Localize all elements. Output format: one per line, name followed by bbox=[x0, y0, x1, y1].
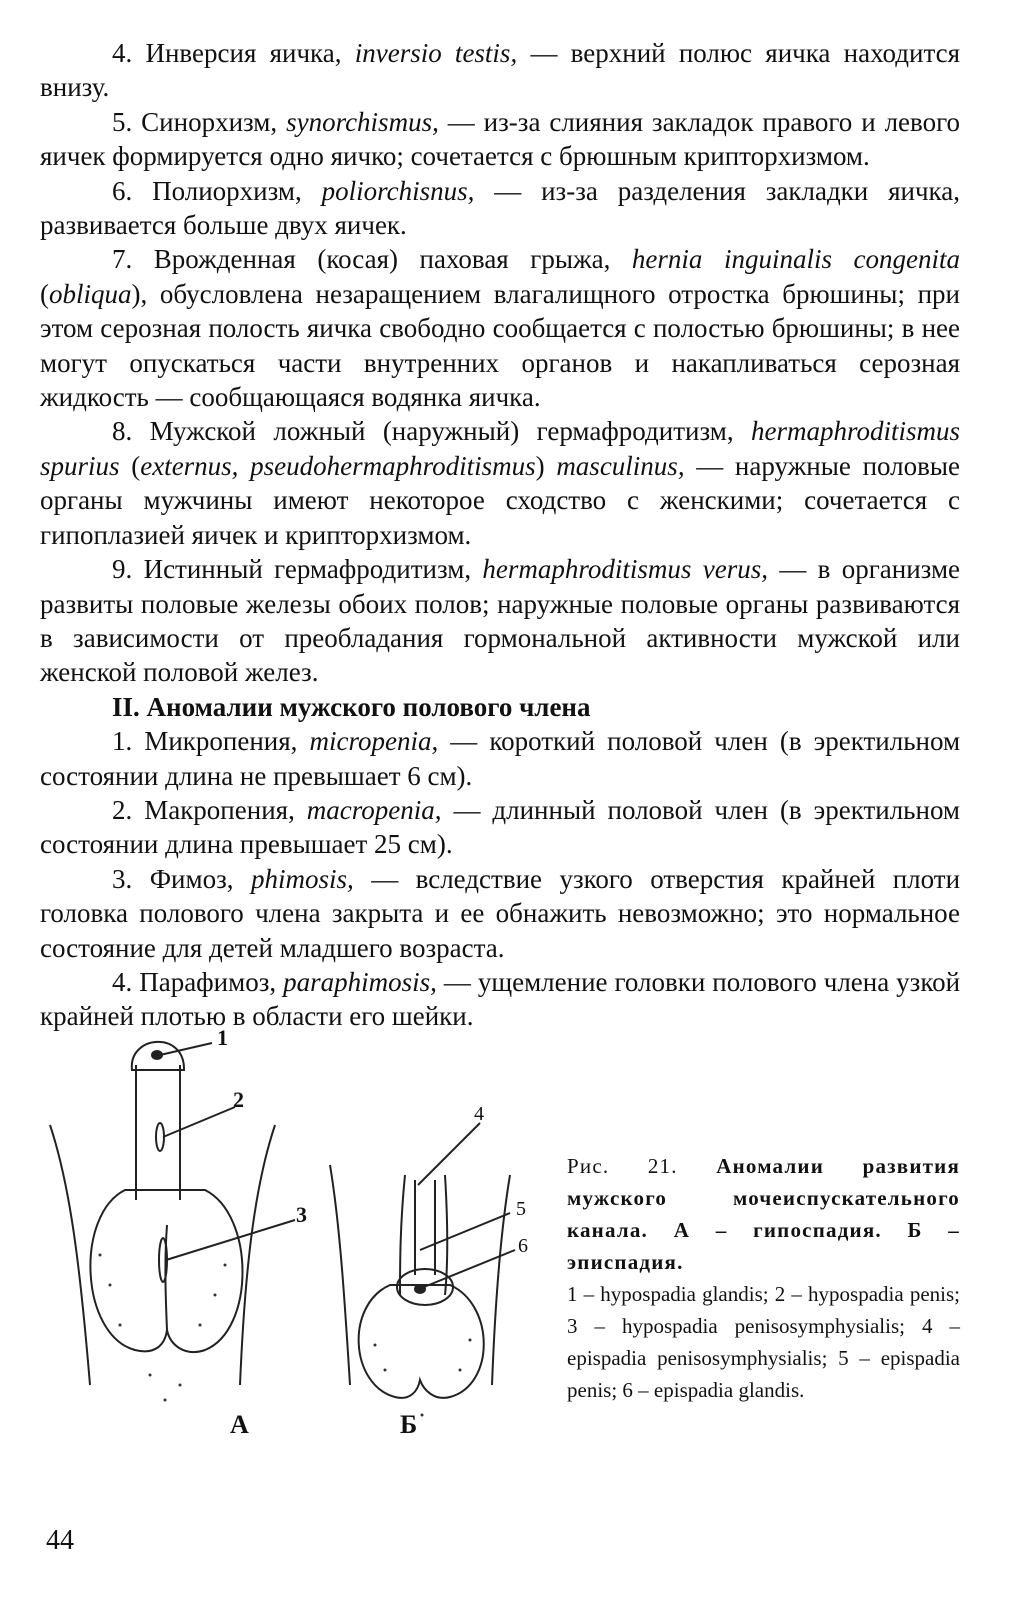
definition: — вследствие узкого отверстия крайней плоти головка полового члена закрыта и ее обнажить невозможно; это нормальное состояние для детей младшего возраста. bbox=[40, 863, 961, 963]
latin-term: synorchismus, bbox=[286, 106, 439, 137]
leader-line-2 bbox=[163, 1107, 235, 1137]
latin-term: paraphimosis, bbox=[283, 966, 437, 997]
page-number: 44 bbox=[46, 1525, 74, 1556]
latin-term-parenthetical: externus, pseudohermaphroditismus bbox=[140, 450, 536, 481]
leader-line-3 bbox=[166, 1220, 295, 1260]
latin-term: micropenia, bbox=[309, 726, 439, 757]
paragraph-macropenia bbox=[40, 793, 960, 862]
figure-label-b: Б bbox=[400, 1410, 418, 1439]
figure-drawing bbox=[40, 1025, 540, 1455]
term: Инверсия яичка, bbox=[145, 38, 342, 68]
right-thigh-outline bbox=[240, 1125, 275, 1385]
item-number: 5. bbox=[112, 106, 133, 137]
item-number: 2. bbox=[112, 794, 133, 825]
term: Врожденная (косая) паховая грыжа, bbox=[153, 244, 611, 275]
marker-4: 4 bbox=[474, 1103, 484, 1125]
leader-line-5 bbox=[420, 1213, 510, 1250]
paragraph-poliorchismus bbox=[40, 174, 960, 243]
latin-term-continued: masculinus, bbox=[556, 450, 685, 481]
term: Истинный гермафродитизм, bbox=[143, 554, 472, 585]
marker-3: 3 bbox=[296, 1202, 307, 1227]
item-number: 4. bbox=[112, 38, 133, 68]
paragraph-phimosis bbox=[40, 862, 960, 965]
marker-6: 6 bbox=[518, 1235, 528, 1257]
marker-5: 5 bbox=[516, 1198, 526, 1220]
leader-line-1 bbox=[160, 1043, 212, 1055]
term: Парафимоз, bbox=[139, 966, 277, 997]
definition: — короткий половой член (в эректильном состоянии длина не превышает 6 см). bbox=[40, 726, 961, 791]
left-thigh-outline-b bbox=[330, 1165, 350, 1385]
left-thigh-outline bbox=[50, 1125, 90, 1385]
item-number: 8. bbox=[112, 416, 133, 447]
term: Макропения, bbox=[144, 794, 295, 825]
caption-title-text: Аномалии развития мужского мочеиспускательного канала. А – гипоспадия. Б – эписпадия. bbox=[567, 1154, 960, 1274]
stippling-b bbox=[374, 1339, 472, 1417]
latin-term: phimosis, bbox=[250, 863, 354, 894]
definition: — из-за слияния закладок правого и левого яичек формируется одно яичко; сочетается с брюшным крипторхизмом. bbox=[40, 106, 961, 172]
paragraph-hermaphroditismus-verus bbox=[40, 552, 960, 690]
item-number: 1. bbox=[112, 726, 133, 757]
anatomical-figure bbox=[40, 1025, 540, 1455]
paragraph-inversio-testis bbox=[40, 36, 960, 105]
item-number: 6. bbox=[112, 175, 133, 206]
paragraph-paraphimosis bbox=[40, 965, 960, 1034]
term: Синорхизм, bbox=[141, 106, 278, 137]
item-number: 4. bbox=[112, 966, 133, 997]
page-text bbox=[40, 36, 960, 1034]
meatus-penis bbox=[156, 1123, 164, 1151]
definition: — верхний полюс яичка находится внизу. bbox=[40, 38, 960, 103]
leader-line-6 bbox=[424, 1250, 515, 1287]
definition: — из-за разделения закладки яичка, развивается больше двух яичек. bbox=[40, 175, 960, 241]
paragraph-hermaphroditismus-spurius: 8. Мужской ложный (наружный) гермафродитизм, hermaphroditismus spurius (externus, pseudohermaphroditismus) masculinus, — наружные половые органы мужчины имеют некоторое сходство с женскими; сочетается с гипоплазией яичек и крипторхизмом. bbox=[40, 416, 961, 550]
term: Микропения, bbox=[144, 726, 298, 757]
latin-term: poliorchisnus, bbox=[321, 175, 475, 206]
marker-2: 2 bbox=[233, 1087, 244, 1112]
latin-term: hermaphroditismus verus, bbox=[482, 554, 768, 585]
scrotum-outline-b bbox=[359, 1285, 484, 1398]
latin-term: inversio testis, bbox=[354, 38, 518, 68]
drawing-a bbox=[50, 1025, 307, 1439]
item-number: 3. bbox=[112, 863, 133, 894]
penis-outline-b bbox=[400, 1175, 447, 1295]
latin-term: macropenia, bbox=[306, 794, 442, 825]
drawing-b bbox=[330, 1103, 528, 1439]
definition: — длинный половой член (в эректильном состоянии длина превышает 25 см). bbox=[40, 794, 961, 860]
right-thigh-outline-b bbox=[492, 1175, 510, 1385]
definition: — ущемление головки полового члена узкой крайней плотью в области его шейки. bbox=[40, 966, 961, 1032]
definition: — в организме развиты половые железы обоих полов; наружные половые органы развиваются в зависимости от преобладания гормональной активности мужской или женской половой желез. bbox=[40, 554, 961, 688]
paragraph-micropenia bbox=[40, 724, 960, 793]
caption-legend: 1 – hypospadia glandis; 2 – hypospadia penis; 3 – hypospadia penisosymphysialis; 4 – epispadia penisosymphysialis; 5 – epispadia penis; 6 – epispadia glandis. bbox=[567, 1282, 960, 1402]
latin-term: hermaphroditismus spurius bbox=[40, 416, 961, 481]
leader-line-4 bbox=[418, 1123, 480, 1185]
term: Фимоз, bbox=[149, 863, 234, 894]
figure-label-a: А bbox=[230, 1410, 249, 1439]
caption-prefix: Рис. 21. bbox=[567, 1154, 678, 1178]
term: Полиорхизм, bbox=[152, 175, 302, 206]
latin-term-parenthetical: obliqua bbox=[49, 278, 132, 309]
item-number: 9. bbox=[112, 554, 133, 585]
figure-caption bbox=[567, 1150, 960, 1406]
meatus-epispadia-glandis bbox=[415, 1285, 425, 1293]
caption-title bbox=[567, 1150, 960, 1278]
stippling-a bbox=[99, 1254, 227, 1402]
latin-term: hernia inguinalis congenita bbox=[631, 244, 960, 275]
paragraph-hernia-inguinalis: 7. Врожденная (косая) паховая грыжа, hernia inguinalis congenita (obliqua), обусловлена незаращением влагалищного отростка брюшины; при этом серозная полость яичка свободно сообщается с полостью брюшины; в нее могут опускаться части внутренних органов и накапливаться серозная жидкость — сообщающаяся водянка яичка. bbox=[40, 244, 960, 413]
definition: — наружные половые органы мужчины имеют некоторое сходство с женскими; сочетается с гипоплазией яичек и крипторхизмом. bbox=[40, 450, 961, 550]
definition: , обусловлена незаращением влагалищного отростка брюшины; при этом серозная полость яичка свободно сообщается с полостью брюшины; в нее могут опускаться части внутренних органов и накапливаться серозная жидкость — сообщающаяся водянка яичка. bbox=[40, 278, 960, 413]
item-number: 7. bbox=[112, 244, 133, 275]
dorsal-groove bbox=[415, 1180, 435, 1275]
marker-1: 1 bbox=[217, 1025, 228, 1050]
section-heading: II. Аномалии мужского полового члена bbox=[112, 691, 591, 722]
term: Мужской ложный (наружный) гермафродитизм, bbox=[149, 416, 734, 447]
paragraph-synorchismus bbox=[40, 105, 960, 174]
